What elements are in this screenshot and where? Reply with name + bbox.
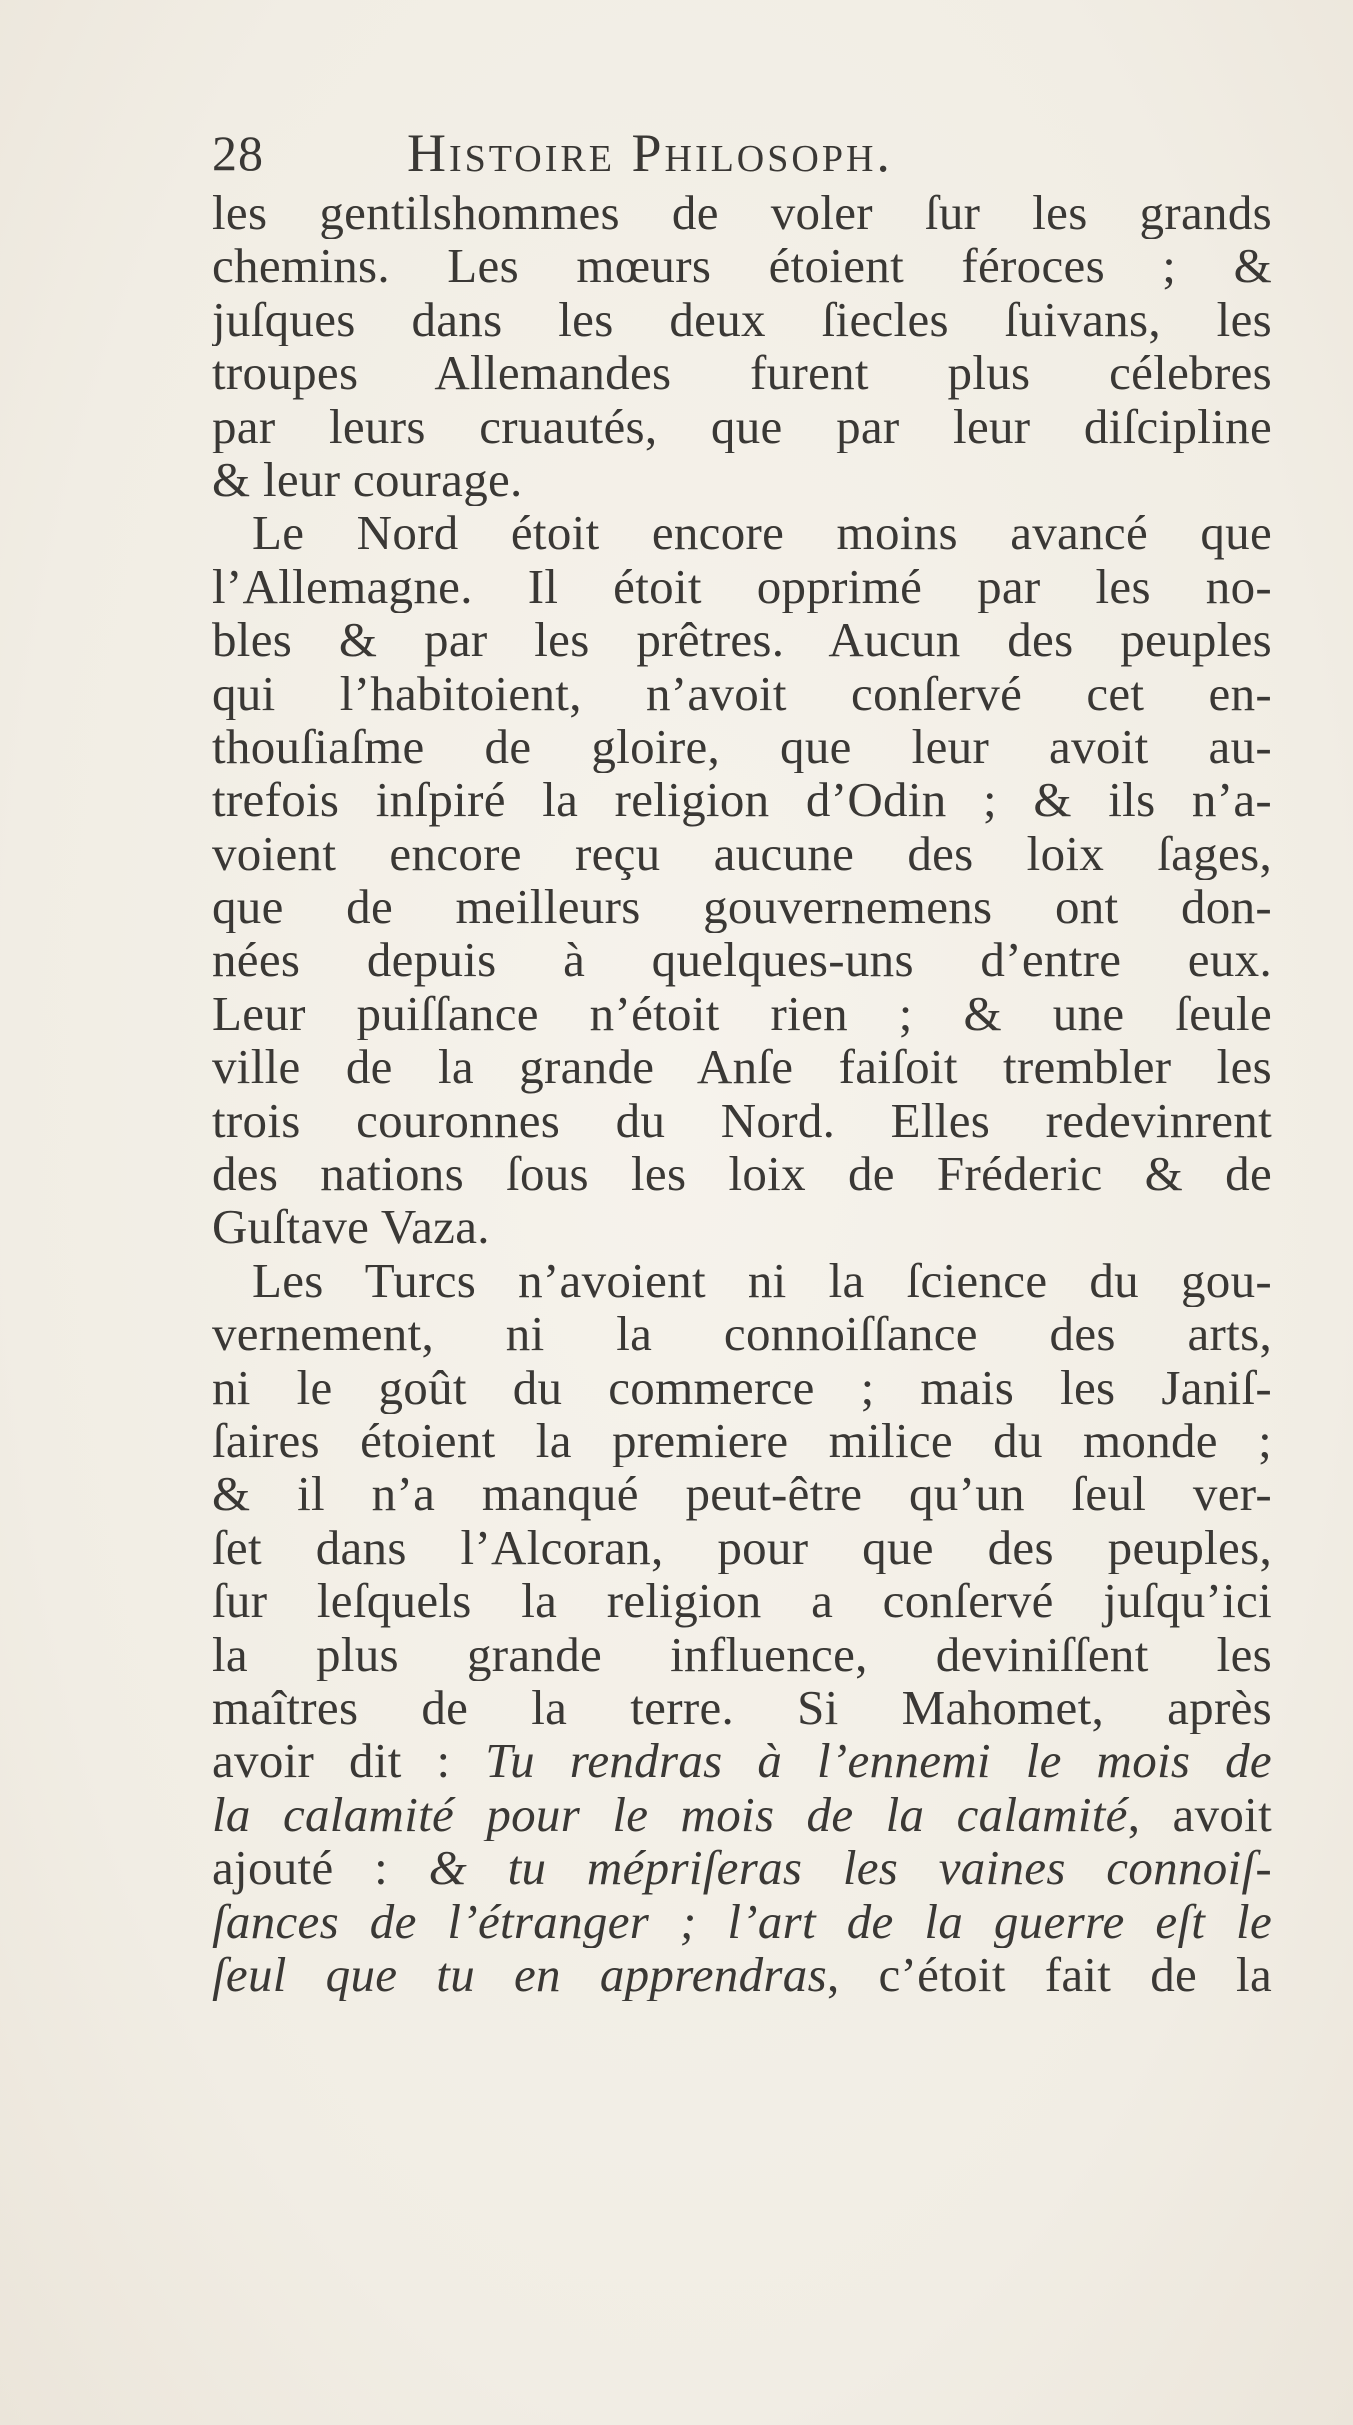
text-line: & leur courage.	[212, 452, 523, 507]
text-line: ſur leſquels la religion a conſervé juſqu’ici	[212, 1574, 1272, 1628]
text-line: Leur puiſſance n’étoit rien ; & une ſeule	[212, 986, 1272, 1041]
italic-quote: & tu mépriſeras les vaines connoiſ-	[428, 1841, 1272, 1895]
text-line: par leurs cruautés, que par leur diſcipline	[212, 399, 1272, 453]
running-head	[212, 118, 1272, 188]
text-line: ſaires étoient la premiere milice du monde ;	[212, 1413, 1272, 1468]
body-text	[212, 186, 1272, 2001]
text-line: Guſtave Vaza.	[212, 1200, 490, 1254]
text-line: les gentilshommes de voler ſur les grands	[212, 186, 1272, 240]
roman-text: , avoit	[1127, 1787, 1272, 1842]
text-line: nées depuis à quelques-uns d’entre eux.	[212, 933, 1272, 987]
text-line: ni le goût du commerce ; mais les Janiſ-	[212, 1360, 1272, 1414]
text-line: des nations ſous les loix de Fréderic & de	[212, 1147, 1272, 1201]
text-line-mixed	[212, 1948, 1272, 2001]
roman-text: avoir dit :	[212, 1734, 486, 1788]
text-line: maîtres de la terre. Si Mahomet, après	[212, 1680, 1272, 1735]
text-line: vernement, ni la connoiſſance des arts,	[212, 1307, 1272, 1361]
text-line: chemins. Les mœurs étoient féroces ; &	[212, 239, 1272, 293]
italic-quote: ſeul que tu en apprendras	[212, 1947, 827, 2002]
text-line: trois couronnes du Nord. Elles redevinrent	[212, 1093, 1272, 1148]
text-line: voient encore reçu aucune des loix ſages,	[212, 826, 1272, 881]
running-title: Histoire Philosoph.	[407, 123, 893, 183]
text-line: thouſiaſme de gloire, que leur avoit au-	[212, 719, 1272, 774]
roman-text: , c’étoit fait de la	[826, 1947, 1272, 2002]
text-line-mixed	[212, 1841, 1272, 1894]
text-line: que de meilleurs gouvernemens ont don-	[212, 880, 1272, 934]
text-line: trefois inſpiré la religion d’Odin ; & ils n’a-	[212, 773, 1272, 827]
text-line: bles & par les prêtres. Aucun des peuples	[212, 613, 1272, 667]
text-line: qui l’habitoient, n’avoit conſervé cet en-	[212, 666, 1272, 720]
text-line: ville de la grande Anſe faiſoit trembler les	[212, 1040, 1272, 1094]
text-line: troupes Allemandes furent plus célebres	[212, 346, 1272, 400]
text-line-mixed	[212, 1734, 1272, 1787]
text-line-mixed	[212, 1788, 1272, 1841]
text-line: l’Allemagne. Il étoit opprimé par les no-	[212, 559, 1272, 614]
text-line-italic: ſances de l’étranger ; l’art de la guerre eſt le	[212, 1894, 1272, 1948]
italic-quote: la calamité pour le mois de la calamité	[212, 1787, 1128, 1842]
text-line: ſet dans l’Alcoran, pour que des peuples,	[212, 1520, 1272, 1575]
text-line: Les Turcs n’avoient ni la ſcience du gou-	[252, 1253, 1272, 1308]
text-line: Le Nord étoit encore moins avancé que	[252, 506, 1272, 560]
text-line: & il n’a manqué peut-être qu’un ſeul ver-	[212, 1467, 1272, 1521]
page-number: 28	[212, 125, 264, 181]
roman-text: ajouté :	[212, 1841, 429, 1895]
italic-quote: Tu rendras à l’ennemi le mois de	[485, 1734, 1272, 1788]
text-line: la plus grande influence, deviniſſent les	[212, 1627, 1272, 1681]
text-line: juſques dans les deux ſiecles ſuivans, les	[212, 292, 1272, 347]
